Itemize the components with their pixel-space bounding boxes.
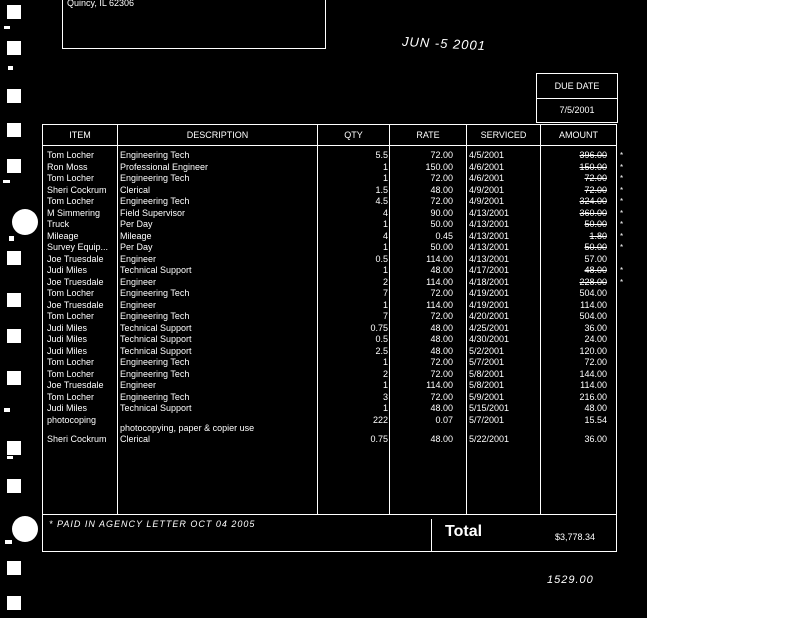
- header-amount: AMOUNT: [559, 130, 598, 140]
- cell-description: Engineering Tech: [120, 391, 190, 402]
- cell-serviced: 5/9/2001: [469, 391, 505, 402]
- cell-qty: 2: [382, 276, 388, 287]
- cell-description: Per Day: [120, 242, 153, 252]
- handwritten-check-mark: *: [620, 266, 624, 275]
- photocopy-note: photocopying, paper & copier use: [120, 423, 255, 433]
- cell-serviced: 4/9/2001: [469, 184, 505, 195]
- handwritten-check-mark: *: [620, 174, 624, 183]
- cell-item: Tom Locher: [47, 150, 95, 160]
- cell-amount: 48.00: [584, 265, 607, 275]
- cell-amount: 48.00: [584, 403, 607, 413]
- cell-serviced: 4/18/2001: [469, 276, 510, 287]
- table-row: [43, 392, 616, 403]
- due-date-box: [536, 73, 618, 123]
- binding-mark: [6, 158, 22, 174]
- handwritten-check-mark: *: [620, 162, 624, 172]
- cell-serviced: 4/20/2001: [469, 311, 510, 321]
- binding-mark: [6, 250, 22, 266]
- due-date-label: DUE DATE: [537, 74, 617, 99]
- cell-rate: 72.00: [430, 196, 453, 206]
- table-row: [43, 265, 624, 276]
- cell-rate: 72.00: [430, 150, 453, 160]
- cell-serviced: 4/13/2001: [469, 207, 510, 218]
- binding-edge: [0, 0, 30, 618]
- address-line: Quincy, IL 62306: [67, 0, 135, 8]
- cell-item: Tom Locher: [47, 288, 95, 298]
- cell-qty: 0.75: [370, 434, 388, 444]
- cell-amount: 36.00: [584, 322, 607, 333]
- handwritten-check-mark: *: [620, 185, 624, 195]
- cell-rate: 48.00: [430, 434, 453, 444]
- cell-amount: 114.00: [580, 380, 607, 390]
- cell-item: Tom Locher: [47, 357, 95, 367]
- handwritten-check-mark: *: [620, 277, 624, 287]
- cell-amount: 504.00: [579, 288, 607, 298]
- cell-qty: 0.5: [375, 334, 388, 344]
- cell-rate: 0.45: [435, 230, 453, 241]
- table-row: [43, 173, 624, 184]
- cell-qty: 4: [382, 207, 388, 218]
- cell-amount: 50.00: [584, 242, 607, 252]
- cell-qty: 4.5: [375, 196, 388, 206]
- cell-item: Joe Truesdale: [47, 276, 104, 287]
- binding-mark: [6, 595, 22, 611]
- table-row: [43, 380, 616, 391]
- cell-amount: 360.00: [579, 207, 607, 218]
- binding-mark: [6, 40, 22, 56]
- cell-description: Engineering Tech: [120, 357, 190, 367]
- header-serviced: SERVICED: [480, 130, 527, 140]
- cell-item: Survey Equip...: [47, 242, 109, 252]
- cell-qty: 4: [382, 230, 388, 241]
- table-row: [43, 276, 624, 288]
- binding-mark: [6, 4, 22, 20]
- cell-description: Engineer: [120, 299, 157, 310]
- cell-description: Technical Support: [120, 265, 192, 275]
- binding-mark: [6, 122, 22, 138]
- header-rate: RATE: [416, 130, 440, 140]
- table-row: [43, 207, 624, 219]
- cell-qty: 0.75: [370, 322, 388, 333]
- cell-rate: 150.00: [425, 161, 453, 172]
- scan-speck: [5, 540, 12, 544]
- cell-serviced: 4/6/2001: [469, 161, 505, 172]
- cell-qty: 1: [382, 380, 388, 390]
- cell-item: Judi Miles: [47, 345, 88, 356]
- cell-description: Technical Support: [120, 345, 192, 356]
- cell-serviced: 4/5/2001: [469, 150, 505, 160]
- cell-serviced: 4/17/2001: [469, 265, 510, 275]
- table-row: [43, 288, 616, 299]
- cell-description: Technical Support: [120, 334, 192, 344]
- cell-item: Tom Locher: [47, 196, 95, 206]
- table-row: [43, 196, 624, 207]
- table-row: [43, 161, 624, 173]
- cell-serviced: 4/9/2001: [469, 196, 505, 206]
- scan-speck: [8, 66, 13, 70]
- cell-rate: 50.00: [430, 219, 453, 229]
- cell-description: Engineer: [120, 276, 157, 287]
- scan-speck: [7, 456, 13, 459]
- scan-speck: [4, 26, 10, 29]
- cell-description: Technical Support: [120, 322, 192, 333]
- cell-serviced: 5/8/2001: [469, 380, 505, 390]
- table-row: [43, 323, 616, 334]
- scan-speck: [4, 408, 10, 412]
- cell-rate: 48.00: [430, 334, 453, 344]
- cell-qty: 7: [382, 311, 388, 321]
- header-qty: QTY: [344, 130, 363, 140]
- cell-item: M Simmering: [47, 207, 101, 218]
- cell-item: Joe Truesdale: [47, 253, 104, 264]
- address-box: [62, 0, 326, 49]
- cell-serviced: 4/13/2001: [469, 253, 510, 264]
- cell-qty: 1: [382, 161, 388, 172]
- cell-serviced: 4/25/2001: [469, 322, 510, 333]
- cell-item: Tom Locher: [47, 391, 95, 402]
- cell-rate: 72.00: [430, 391, 453, 402]
- cell-amount: 57.00: [584, 253, 607, 264]
- table-row: [43, 334, 616, 345]
- cell-rate: 114.00: [426, 253, 453, 264]
- cell-qty: 2.5: [375, 345, 388, 356]
- cell-qty: 5.5: [375, 150, 388, 160]
- cell-description: Per Day: [120, 219, 153, 229]
- cell-item: Sheri Cockrum: [47, 434, 107, 444]
- cell-description: Engineer: [120, 253, 157, 264]
- due-date-value: 7/5/2001: [559, 105, 595, 115]
- cell-item: Judi Miles: [47, 403, 88, 413]
- cell-description: Engineering Tech: [120, 196, 190, 206]
- invoice-footer: [42, 514, 617, 552]
- header-description: DESCRIPTION: [186, 130, 249, 140]
- table-row: [43, 346, 616, 357]
- cell-rate: 72.00: [430, 288, 453, 298]
- cell-rate: 48.00: [430, 403, 453, 413]
- cell-amount: 150.00: [579, 161, 607, 172]
- cell-item: Joe Truesdale: [47, 299, 104, 310]
- binding-mark: [6, 560, 22, 576]
- table-row: [43, 369, 616, 380]
- cell-amount: 50.00: [584, 219, 607, 229]
- cell-qty: 1.5: [375, 184, 388, 195]
- binding-mark: [6, 88, 22, 104]
- handwritten-check-mark: *: [620, 151, 624, 160]
- cell-serviced: 5/2/2001: [469, 345, 505, 356]
- cell-amount: 216.00: [579, 391, 607, 402]
- cell-description: Field Supervisor: [120, 207, 186, 218]
- punch-hole: [12, 209, 38, 235]
- cell-qty: 1: [382, 173, 388, 183]
- cell-qty: 3: [382, 391, 388, 402]
- cell-item: Sheri Cockrum: [47, 184, 107, 195]
- cell-rate: 48.00: [430, 184, 453, 195]
- table-row: [43, 357, 616, 368]
- cell-rate: 72.00: [430, 311, 453, 321]
- table-row: [43, 300, 616, 311]
- binding-mark: [6, 478, 22, 494]
- cell-description: Technical Support: [120, 403, 192, 413]
- cell-rate: 72.00: [430, 357, 453, 367]
- cell-serviced: 4/13/2001: [469, 219, 510, 229]
- cell-description: Engineering Tech: [120, 150, 190, 160]
- cell-serviced: 4/6/2001: [469, 173, 505, 183]
- cell-description: Engineering Tech: [120, 173, 190, 183]
- cell-rate: 114.00: [426, 276, 453, 287]
- table-row: [43, 230, 624, 242]
- cell-qty: 1: [382, 403, 388, 413]
- cell-item: Tom Locher: [47, 368, 95, 379]
- cell-rate: 0.07: [435, 414, 453, 425]
- cell-description: Engineer: [120, 380, 157, 390]
- cell-description: Engineering Tech: [120, 311, 190, 321]
- cell-serviced: 4/19/2001: [469, 288, 510, 298]
- cell-serviced: 5/8/2001: [469, 368, 505, 379]
- cell-amount: 1.80: [589, 230, 607, 241]
- scan-speck: [3, 180, 10, 183]
- cell-item: Joe Truesdale: [47, 380, 104, 390]
- cell-serviced: 5/15/2001: [469, 403, 510, 413]
- table-row: [43, 254, 616, 265]
- cell-amount: 72.00: [584, 357, 607, 367]
- cell-item: Tom Locher: [47, 173, 95, 183]
- handwritten-check-mark: *: [620, 231, 624, 241]
- scan-speck: [9, 236, 14, 241]
- cell-qty: 222: [372, 414, 388, 425]
- cell-serviced: 4/30/2001: [469, 334, 510, 344]
- table-row: [43, 184, 624, 196]
- table-row: [43, 403, 616, 414]
- cell-amount: 228.00: [579, 276, 607, 287]
- cell-amount: 396.00: [579, 150, 607, 160]
- cell-rate: 48.00: [430, 345, 453, 356]
- cell-item: Judi Miles: [47, 322, 88, 333]
- cell-serviced: 5/7/2001: [469, 357, 505, 367]
- binding-mark: [6, 440, 22, 456]
- table-row: [43, 434, 616, 445]
- punch-hole: [12, 516, 38, 542]
- cell-item: Ron Moss: [47, 161, 88, 172]
- cell-description: Clerical: [120, 434, 151, 444]
- cell-qty: 2: [382, 368, 388, 379]
- cell-description: Clerical: [120, 184, 151, 195]
- handwritten-check-mark: *: [620, 208, 624, 218]
- cell-amount: 144.00: [579, 368, 607, 379]
- cell-qty: 1: [382, 357, 388, 367]
- cell-item: Judi Miles: [47, 265, 88, 275]
- cell-rate: 114.00: [426, 299, 453, 310]
- cell-rate: 114.00: [426, 380, 453, 390]
- cell-rate: 50.00: [430, 242, 453, 252]
- cell-rate: 48.00: [430, 322, 453, 333]
- header-divider: [43, 145, 616, 146]
- cell-amount: 24.00: [584, 334, 607, 344]
- cell-amount: 72.00: [584, 184, 607, 195]
- cell-amount: 324.00: [579, 196, 607, 206]
- header-item: ITEM: [69, 130, 91, 140]
- cell-amount: 114.00: [580, 299, 607, 310]
- cell-qty: 1: [382, 219, 388, 229]
- cell-rate: 48.00: [430, 265, 453, 275]
- cell-description: Professional Engineer: [120, 161, 209, 172]
- total-label: Total: [445, 523, 483, 540]
- paid-handwritten-note: * PAID IN AGENCY LETTER OCT 04 2005: [49, 519, 256, 529]
- cell-qty: 7: [382, 288, 388, 298]
- table-row: [43, 242, 624, 253]
- cell-item: Judi Miles: [47, 334, 88, 344]
- cell-qty: 0.5: [375, 253, 388, 264]
- cell-rate: 72.00: [430, 368, 453, 379]
- cell-qty: 1: [382, 265, 388, 275]
- handwritten-amount: 1529.00: [547, 574, 594, 586]
- cell-serviced: 4/13/2001: [469, 230, 510, 241]
- table-row: [43, 219, 624, 230]
- cell-description: Mileage: [120, 230, 152, 241]
- binding-mark: [6, 292, 22, 308]
- invoice-table: [42, 124, 624, 515]
- cell-amount: 72.00: [584, 173, 607, 183]
- cell-serviced: 5/22/2001: [469, 434, 510, 444]
- cell-qty: 1: [382, 242, 388, 252]
- handwritten-check-mark: *: [620, 197, 624, 206]
- received-date-stamp: JUN -5 2001: [401, 33, 487, 54]
- cell-item: photocoping: [47, 414, 97, 425]
- total-value: $3,778.34: [555, 532, 596, 542]
- cell-amount: 15.54: [584, 414, 607, 425]
- footer-divider: [431, 519, 432, 551]
- handwritten-check-mark: *: [620, 220, 624, 229]
- cell-item: Tom Locher: [47, 311, 95, 321]
- cell-rate: 72.00: [430, 173, 453, 183]
- cell-amount: 120.00: [579, 345, 607, 356]
- cell-description: Engineering Tech: [120, 288, 190, 298]
- binding-mark: [6, 370, 22, 386]
- table-row: [43, 311, 616, 322]
- cell-serviced: 4/13/2001: [469, 242, 510, 252]
- cell-amount: 504.00: [579, 311, 607, 321]
- handwritten-check-mark: *: [620, 243, 624, 252]
- table-row: [43, 150, 624, 161]
- cell-amount: 36.00: [584, 434, 607, 444]
- cell-rate: 90.00: [430, 207, 453, 218]
- cell-description: Engineering Tech: [120, 368, 190, 379]
- cell-qty: 1: [382, 299, 388, 310]
- binding-mark: [6, 328, 22, 344]
- cell-item: Mileage: [47, 230, 79, 241]
- cell-serviced: 4/19/2001: [469, 299, 510, 310]
- cell-item: Truck: [47, 219, 70, 229]
- cell-serviced: 5/7/2001: [469, 414, 505, 425]
